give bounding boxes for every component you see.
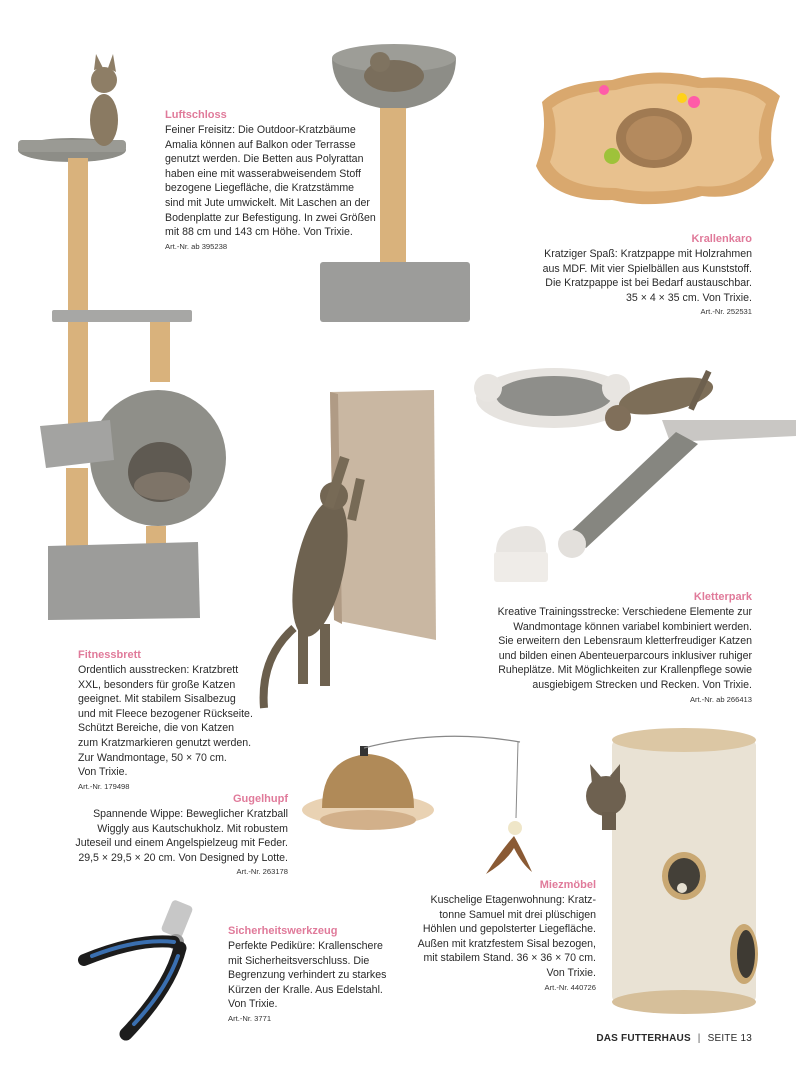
- product-description-line: aus MDF. Mit vier Spielbällen aus Kunststoff.: [542, 262, 752, 275]
- article-number: Art.-Nr. ab 266413: [689, 694, 752, 704]
- product-description-line: Kreative Trainingsstrecke: Verschiedene Elemente zur: [497, 606, 752, 618]
- article-number: Art.-Nr. 3771: [228, 1013, 272, 1023]
- product-gugelhupf: [60, 792, 288, 878]
- product-description-line: Höhlen und gepolsterter Liegefläche.: [422, 923, 596, 936]
- product-description-line: bezogene Liegefläche, die Kratzstämme: [165, 182, 355, 195]
- product-krallenkaro: [492, 232, 752, 318]
- footer-separator: |: [697, 1033, 701, 1044]
- product-description-line: Ruheplätze. Mit Möglichkeiten zur Krallenpflege sowie: [498, 664, 752, 677]
- product-description-line: Von Trixie.: [78, 766, 128, 779]
- cat-tower-image: [584, 726, 768, 1016]
- product-description-line: Schützt Bereiche, die von Katzen: [78, 722, 235, 735]
- product-description-line: geeignet. Mit stabilem Sisalbezug: [78, 693, 236, 706]
- product-description-line: Von Trixie.: [228, 998, 278, 1011]
- product-description-line: Ordentlich ausstrecken: Kratzbrett: [78, 664, 239, 676]
- product-description-line: zum Kratzmarkieren genutzt werden.: [78, 736, 252, 749]
- product-description-line: Kuschelige Etagenwohnung: Kratz-: [430, 894, 596, 906]
- product-kletterpark: [452, 590, 752, 706]
- claw-clipper-image: [78, 898, 218, 1044]
- product-title: Luftschloss: [165, 109, 227, 121]
- article-number: Art.-Nr. 252531: [700, 307, 752, 317]
- page-number: SEITE 13: [707, 1033, 752, 1044]
- product-description-line: Amalia können auf Balkon oder Terrasse: [165, 138, 356, 151]
- product-description-line: XXL, besonders für große Katzen: [78, 678, 236, 691]
- article-number: Art.-Nr. 263178: [236, 867, 288, 877]
- product-description-line: und bilden einen Abenteuerparcours inklusiver ruhiger: [498, 649, 752, 662]
- product-sicherheitswerkzeug: [228, 924, 412, 1025]
- product-description-line: sind mit Jute umwickelt. Mit Laschen an der: [165, 196, 370, 209]
- product-description-line: Feiner Freisitz: Die Outdoor-Kratzbäume: [165, 124, 356, 136]
- product-description-line: Begrenzung verhindert zu starkes: [228, 969, 387, 982]
- climbing-park-image: [466, 348, 796, 588]
- product-description-line: Perfekte Pediküre: Krallenschere: [228, 940, 383, 952]
- product-description-line: Die Kratzpappe ist bei Bedarf austauschbar.: [545, 277, 752, 290]
- product-title: Kletterpark: [693, 591, 752, 603]
- article-number: Art.-Nr. ab 395238: [165, 241, 228, 251]
- product-description-line: haben eine mit wasserabweisendem Stoff: [165, 167, 361, 180]
- product-description-line: und mit Fleece bezogener Rückseite.: [78, 707, 253, 720]
- product-description-line: Zur Wandmontage, 50 × 70 cm.: [78, 751, 227, 764]
- product-fitnessbrett: [78, 648, 268, 793]
- scratching-panel-image: [250, 388, 440, 716]
- scratch-board-image: [522, 62, 790, 214]
- product-description-line: Kratziger Spaß: Kratzpappe mit Holzrahmen: [544, 248, 752, 260]
- product-description-line: ausgiebigem Strecken und Recken. Von Trixie.: [532, 678, 752, 691]
- product-description-line: mit Sicherheitsverschluss. Die: [228, 954, 370, 967]
- product-description-line: genutzt werden. Die Betten aus Polyrattan: [165, 153, 364, 166]
- article-number: Art.-Nr. 440726: [544, 982, 596, 992]
- product-title: Krallenkaro: [691, 233, 752, 245]
- product-description-line: 35 × 4 × 35 cm. Von Trixie.: [625, 291, 752, 304]
- footer-brand: DAS FUTTERHAUS: [596, 1033, 691, 1044]
- product-description-line: mit stabilem Stand. 36 × 36 × 70 cm.: [423, 952, 596, 965]
- scratch-ball-rocker-image: [300, 724, 530, 884]
- product-description-line: tonne Samuel mit drei plüschigen: [439, 908, 596, 921]
- product-description-line: Außen mit kratzfestem Sisal bezogen,: [417, 937, 596, 950]
- product-luftschloss: [165, 108, 395, 253]
- product-title: Gugelhupf: [233, 793, 288, 805]
- product-description-line: Kürzen der Kralle. Aus Edelstahl.: [228, 983, 383, 996]
- product-description-line: Sie erweitern den Lebensraum kletterfreudiger Katzen: [498, 635, 752, 648]
- product-title: Miezmöbel: [539, 879, 596, 891]
- product-description-line: Von Trixie.: [546, 966, 596, 979]
- product-description-line: Wandmontage können variabel kombiniert werden.: [513, 620, 752, 633]
- product-title: Fitnessbrett: [78, 649, 141, 661]
- product-miezmoebel: [392, 878, 596, 994]
- product-description-line: mit 88 cm und 143 cm Höhe. Von Trixie.: [165, 226, 353, 239]
- product-title: Sicherheitswerkzeug: [228, 925, 338, 937]
- product-description-line: Spannende Wippe: Beweglicher Kratzball: [93, 808, 288, 820]
- product-description-line: Wiggly aus Kautschukholz. Mit robustem: [97, 822, 288, 835]
- product-description-line: 29,5 × 29,5 × 20 cm. Von Designed by Lotte.: [78, 851, 288, 864]
- product-description-line: Juteseil und einem Angelspielzeug mit Feder.: [75, 837, 288, 850]
- page-footer: [596, 1033, 752, 1044]
- article-number: Art.-Nr. 179498: [78, 781, 130, 791]
- product-description-line: Bodenplatte zur Befestigung. In zwei Größen: [165, 211, 376, 224]
